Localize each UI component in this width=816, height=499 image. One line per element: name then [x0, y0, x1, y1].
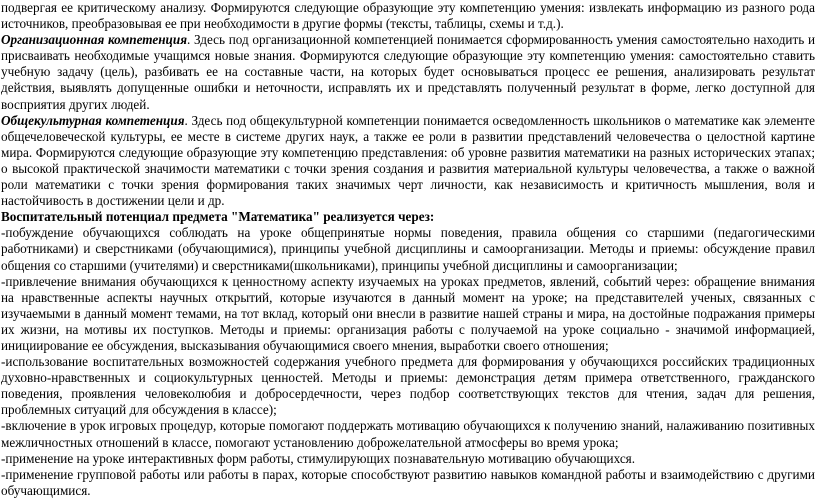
educational-potential-heading: Воспитательный потенциал предмета "Математика" реализуется через: — [1, 209, 435, 225]
intro-paragraph: подвергая ее критическому анализу. Формируются следующие образующие эту компетенцию умения: извлекать информацию из разного рода источников, преобразовывая ее при необходимости в другие формы (тексты, таблицы, схемы и т.д.). — [1, 0, 815, 32]
list-item: -использование воспитательных возможностей содержания учебного предмета для формирования у обучающихся российских традиционных духовно-нравственных и социокультурных ценностей. Методы и приемы: демонстрация детям примера ответственного, гражданского поведения, проявления человеколюбия и добросердечности, через подбор соответствующих текстов для чтения, задач для решения, проблемных ситуаций для обсуждения в классе); — [1, 354, 815, 418]
organizational-competence-text: . Здесь под организационной компетенцией понимается сформированность умения самостоятельно находить и присваивать необходимые учащимся новые знания. Формируются следующие образующие эту компетенцию умения: самостоятельно ставить учебную задачу (цель), разбивать ее на составные части, на которых будет основываться процесс ее решения, анализировать результат действия, выявлять допущенные ошибки и неточности, исправлять их и представлять полученный результат в форме, легко доступной для восприятия других людей. — [1, 32, 815, 112]
cultural-competence-term: Общекультурная компетенция — [1, 112, 185, 128]
organizational-competence-paragraph — [1, 32, 815, 112]
list-item: -включение в урок игровых процедур, которые помогают поддержать мотивацию обучающихся к получению знаний, налаживанию позитивных межличностных отношений в классе, помогают установлению доброжелательной атмосферы во время урока; — [1, 418, 815, 450]
list-item: -применение групповой работы или работы в парах, которые способствуют развитию навыков командной работы и взаимодействию с другими обучающимися. — [1, 466, 815, 498]
cultural-competence-paragraph — [1, 113, 815, 210]
organizational-competence-term: Организационная компетенция — [1, 32, 187, 48]
cultural-competence-text: . Здесь под общекультурной компетенции понимается осведомленность школьников о математике как элементе общечеловеческой культуры, ее месте в системе других наук, а также ее роли в развитии представлений человечества о целостной картине мира. Формируются следующие образующие эту компетенцию представления: об уровне развития математики на разных исторических этапах; о высокой практической значимости математики с точки зрения создания и развития материальной культуры человечества, а также о важной роли математики с точки зрения формирования таких значимых черт личности, как независимость и критичность мышления, воля и настойчивость в достижении цели и др. — [1, 112, 816, 209]
list-item: -привлечение внимания обучающихся к ценностному аспекту изучаемых на уроках предметов, явлений, событий через: обращение внимания на нравственные аспекты научных открытий, которые изучаются в данный момент на уроке; на представителей ученых, связанных с изучаемыми в данный момент темами, на тот вклад, который они внесли в развитие нашей страны и мира, на достойные подражания примеры их жизни, на мотивы их поступков. Методы и приемы: организация работы с получаемой на уроке социально - значимой информацией, инициирование ее обсуждения, высказывания обучающимися своего мнения, выработки своего отношения; — [1, 273, 815, 353]
list-item: -побуждение обучающихся соблюдать на уроке общепринятые нормы поведения, правила общения со старшими (педагогическими работниками) и сверстниками (обучающимися), принципы учебной дисциплины и самоорганизации. Методы и приемы: обсуждение правил общения со старшими (учителями) и сверстниками(школьниками), принципы учебной дисциплины и самоорганизации; — [1, 225, 815, 273]
list-item: -применение на уроке интерактивных форм работы, стимулирующих познавательную мотивацию обучающихся. — [1, 450, 636, 466]
